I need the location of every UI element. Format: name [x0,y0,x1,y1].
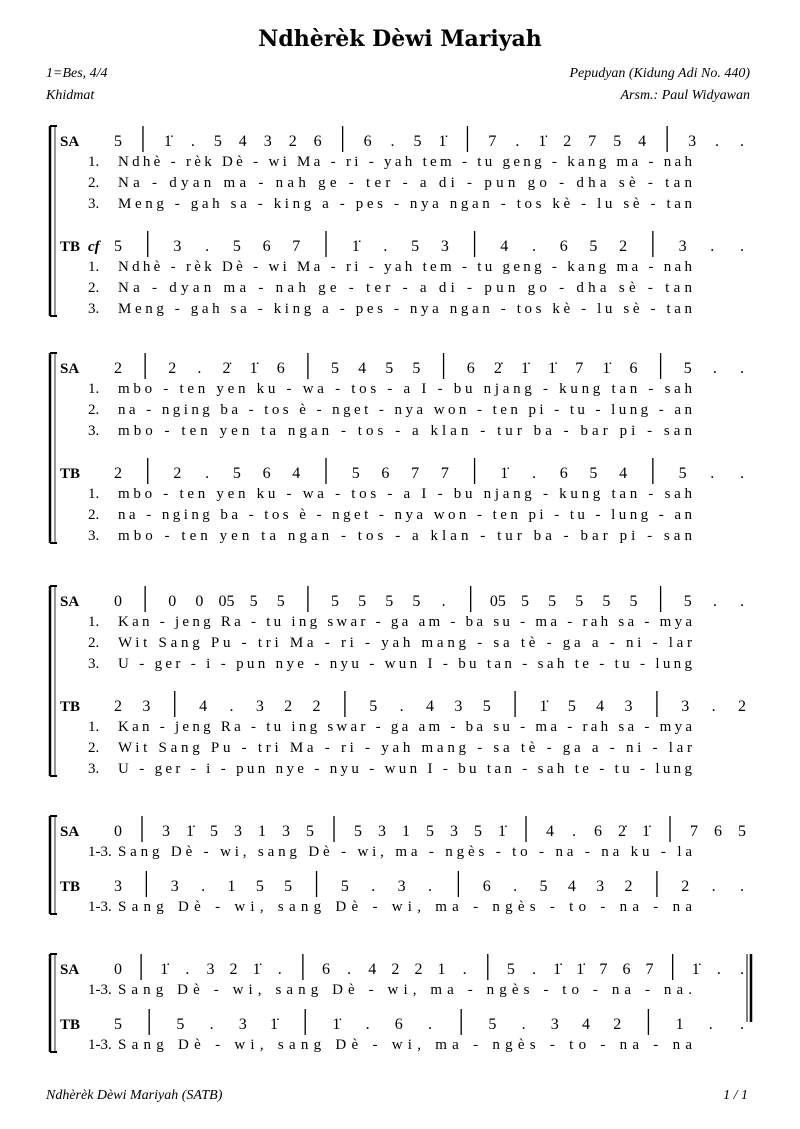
note: 1̇ [500,465,509,482]
note: 6 [594,823,602,840]
note: . [277,961,282,978]
note: 4 [238,133,247,150]
note: 4 [500,238,509,255]
arranger: Arsm.: Paul Widyawan [620,88,750,103]
note: 5 [602,593,611,610]
note: 2 [114,698,122,715]
note: . [532,238,536,255]
note: 5 [412,360,421,377]
verse-number: 1-3. [88,982,112,998]
note: . [740,238,744,255]
verse-number: 3. [88,423,100,439]
lyric-line: Na - dyan ma - nah ge - ter - a di - pun go - dha sè - tan [118,280,692,296]
tempo-marking: Khidmat [46,88,95,103]
note: 2 [168,360,177,377]
verse-number: 1. [88,614,100,630]
note: 1̇ [642,823,650,840]
note: . [740,593,744,610]
note: 6 [363,133,372,150]
verse-number: 2. [88,635,100,651]
note: 3 [550,1016,559,1033]
verse-number: 1. [88,259,100,275]
note: . [197,360,202,377]
note: . [365,1016,370,1033]
note: 1 [258,823,266,840]
note: 7 [411,465,420,482]
verse-number: 1-3. [88,844,112,860]
lyric-line: U - ger - i - pun nye - nyu - wun I - bu tan - sah te - tu - lung [118,656,692,672]
note: 6 [262,238,271,255]
note: 5 [520,593,529,610]
note: 5 [575,593,584,610]
note: 5 [114,238,122,255]
part-label: TB [60,1017,81,1033]
note: 5 [488,1016,497,1033]
note: 5 [385,360,394,377]
note: 4 [619,465,628,482]
lyric-line: Wit Sang Pu - tri Ma - ri - yah mang - sa tè - ga a - ni - lar [118,635,692,651]
note: 5 [276,593,285,610]
note: . [428,1016,432,1033]
lyric-line: Ndhè - rèk Dè - wi Ma - ri - yah tem - tu geng - kang ma - nah [118,154,692,170]
note: . [572,823,576,840]
lyric-line: mbo - ten yen ku - wa - tos - a I - bu njang - kung tan - sah [118,381,692,397]
note: 3 [142,698,151,715]
note: 3 [596,878,605,895]
lyric-line: Sang Dè - wi, sang Dè - wi, ma - ngès - to - na - na [118,899,692,915]
part-label: TB [60,699,81,715]
note: . [712,593,717,610]
note: 1 [675,1016,684,1033]
note: 1̇ [160,961,169,978]
note: 3 [624,698,633,715]
note: 3 [454,698,463,715]
note: 7 [575,360,584,377]
note: . [521,1016,526,1033]
note: 0 [195,593,204,610]
note: 2 [563,133,572,150]
note: 1̇ [252,961,261,978]
note: 1̇ [539,698,548,715]
verse-number: 1. [88,719,100,735]
note: 4 [546,823,554,840]
note: . [740,878,744,895]
note: . [532,465,536,482]
note: 7 [588,133,597,150]
note: 5 [306,823,314,840]
note: 1̇ [602,360,611,377]
note: 3 [378,823,386,840]
note: 5 [232,238,241,255]
note: 2 [173,465,182,482]
note: 6 [629,360,638,377]
verse-number: 2. [88,280,100,296]
note: 6 [313,133,322,150]
note: 0 [114,823,122,840]
note: . [716,961,721,978]
note: 3 [170,878,179,895]
note: . [185,961,190,978]
verse-number: 3. [88,528,100,544]
page-number: 1 / 1 [723,1088,748,1103]
verse-number: 2. [88,402,100,418]
lyric-line: Na - dyan ma - nah ge - ter - a di - pun go - dha sè - tan [118,175,692,191]
note: 3 [450,823,458,840]
note: 5 [539,878,548,895]
note: 1̇ [548,360,557,377]
note: 5 [358,593,367,610]
note: 3 [397,878,406,895]
cantus-firmus-mark: cf [88,239,100,255]
lyric-line: Wit Sang Pu - tri Ma - ri - yah mang - sa tè - ga a - ni - lar [118,740,692,756]
note: 2̇ [493,360,502,377]
verse-number: 3. [88,656,100,672]
lyric-line: na - nging ba - tos è - nget - nya won - ten pi - tu - lung - an [118,507,692,523]
note: 5 [589,465,598,482]
note: 1̇ [249,360,258,377]
note: 5 [506,961,515,978]
note: 5 [331,593,340,610]
key-signature: 1=Bes, 4/4 [46,66,108,81]
note: 6 [276,360,285,377]
note: . [711,698,716,715]
note: 5 [474,823,482,840]
note: . [715,133,720,150]
note: 2 [288,133,297,150]
note: 5 [385,593,394,610]
note: 7 [292,238,301,255]
note: 2 [229,961,238,978]
verse-number: 3. [88,196,100,212]
note: 5 [249,593,258,610]
note: 5 [678,465,687,482]
lyric-line: Sang Dè - wi, sang Dè - wi, ma - ngès - to - na - na. [118,982,693,998]
lyric-line: mbo - ten yen ku - wa - tos - a I - bu njang - kung tan - sah [118,486,692,502]
note: . [190,133,195,150]
note: 1 [437,961,446,978]
lyric-line: Ndhè - rèk Dè - wi Ma - ri - yah tem - tu geng - kang ma - nah [118,259,692,275]
note: 1̇ [438,133,447,150]
note: 6 [622,961,631,978]
note: 5 [426,823,434,840]
note: 1̇ [270,1016,278,1033]
note: 2̇ [222,360,231,377]
note: 5 [567,698,576,715]
note: 5 [284,878,293,895]
verse-number: 2. [88,507,100,523]
note: 5 [232,465,241,482]
note: 6 [559,465,568,482]
note: 5 [548,593,557,610]
note: 5 [738,823,746,840]
note: 2 [414,961,423,978]
note: . [383,238,388,255]
lyric-line: Sang Dè - wi, sang Dè - wi, ma - ngès - to - na - na ku - la [118,844,693,860]
note: . [532,961,536,978]
note: 5 [413,133,422,150]
note: 05 [489,593,506,610]
lyric-line: mbo - ten yen ta ngan - tos - a klan - tur ba - bar pi - san [118,528,692,544]
note: 1̇ [351,238,360,255]
verse-number: 1. [88,381,100,397]
note: 6 [482,878,491,895]
note: 4 [199,698,208,715]
note: 2 [391,961,400,978]
note: 5 [331,360,340,377]
verse-number: 1-3. [88,899,112,915]
lyric-line: Kan - jeng Ra - tu ing swar - ga am - ba su - ma - rah sa - mya [118,719,693,735]
note: 7 [488,133,497,150]
verse-number: 1. [88,154,100,170]
note: . [710,238,715,255]
note: 1̇ [553,961,562,978]
note: 5 [482,698,491,715]
note: 1̇ [538,133,547,150]
note: . [712,360,717,377]
note: 2 [114,465,122,482]
part-label: SA [60,824,80,840]
note: 3 [234,823,242,840]
note: 3 [173,238,182,255]
note: . [513,878,518,895]
lyric-line: Kan - jeng Ra - tu ing swar - ga am - ba su - ma - rah sa - mya [118,614,693,630]
note: 2 [114,360,122,377]
note: . [740,465,744,482]
note: 0 [114,961,122,978]
part-label: SA [60,361,80,377]
song-title: Ndhèrèk Dèwi Mariyah [258,26,542,52]
verse-number: 3. [88,301,100,317]
note: 7 [645,961,654,978]
note: 3 [114,878,122,895]
note: . [708,1016,713,1033]
note: 5 [114,133,122,150]
lyric-line: Meng - gah sa - king a - pes - nya ngan - tos kè - lu sè - tan [118,196,693,212]
note: 6 [322,961,330,978]
note: . [740,1016,744,1033]
note: . [209,1016,214,1033]
note: 3 [255,698,264,715]
note: 3 [206,961,215,978]
note: 5 [340,878,349,895]
note: 1̇ [498,823,506,840]
note: 6 [381,465,390,482]
note: 6 [262,465,271,482]
note: 2 [619,238,628,255]
part-label: TB [60,239,81,255]
note: 4 [567,878,576,895]
note: 3 [681,698,690,715]
note: 6 [714,823,722,840]
note: 3 [282,823,290,840]
footer-title: Ndhèrèk Dèwi Mariyah (SATB) [46,1088,223,1103]
note: 3 [263,133,272,150]
note: 4 [426,698,434,715]
lyric-line: Meng - gah sa - king a - pes - nya ngan - tos kè - lu sè - tan [118,301,693,317]
note: . [711,878,716,895]
note: 5 [683,593,692,610]
note: . [515,133,520,150]
note: . [740,961,744,978]
note: 5 [613,133,622,150]
note: 3 [678,238,687,255]
note: 1 [402,823,410,840]
note: 5 [176,1016,185,1033]
note: 1̇ [163,133,172,150]
note: . [371,878,376,895]
note: 3 [162,823,170,840]
lyric-line: Sang Dè - wi, sang Dè - wi, ma - ngès - to - na - na [118,1037,692,1053]
note: . [740,133,744,150]
note: 5 [114,1016,122,1033]
part-label: SA [60,594,80,610]
verse-number: 2. [88,740,100,756]
note: 1̇ [576,961,585,978]
note: . [399,698,404,715]
note: 5 [351,465,360,482]
note: 1̇ [520,360,529,377]
note: . [441,593,446,610]
note: . [462,961,467,978]
part-label: TB [60,879,81,895]
verse-number: 1. [88,486,100,502]
verse-number: 2. [88,175,100,191]
note: 2 [738,698,746,715]
part-label: SA [60,962,80,978]
note: 5 [411,238,420,255]
note: 7 [440,465,449,482]
note: 0 [168,593,177,610]
note: 4 [368,961,377,978]
note: . [428,878,432,895]
note: 2 [681,878,690,895]
note: 6 [559,238,568,255]
note: 5 [354,823,362,840]
note: 3 [238,1016,247,1033]
note: . [347,961,352,978]
note: 0 [114,593,122,610]
lyric-line: U - ger - i - pun nye - nyu - wun I - bu tan - sah te - tu - lung [118,761,692,777]
note: . [390,133,395,150]
note: . [740,360,744,377]
note: 5 [683,360,692,377]
note: 5 [369,698,378,715]
note: 4 [582,1016,590,1033]
note: 1 [227,878,236,895]
note: . [205,238,210,255]
note: 4 [638,133,647,150]
lyric-line: na - nging ba - tos è - nget - nya won - ten pi - tu - lung - an [118,402,692,418]
note: 5 [589,238,598,255]
note: 2 [284,698,293,715]
verse-number: 3. [88,761,100,777]
note: 1̇ [691,961,700,978]
note: 4 [358,360,367,377]
note: . [229,698,234,715]
note: 1̇ [186,823,194,840]
note: 05 [218,593,235,610]
note: 1̇ [332,1016,341,1033]
part-label: SA [60,134,80,150]
note: 5 [255,878,264,895]
note: 4 [596,698,605,715]
note: 7 [690,823,698,840]
note: 3 [688,133,697,150]
note: 3 [440,238,449,255]
note: 6 [466,360,475,377]
part-label: TB [60,466,81,482]
note: . [201,878,206,895]
note: 7 [599,961,608,978]
note: 5 [412,593,421,610]
note: 6 [394,1016,403,1033]
note: . [710,465,715,482]
note: 5 [629,593,638,610]
note: 5 [213,133,222,150]
note: 4 [292,465,301,482]
verse-number: 1-3. [88,1037,112,1053]
note: . [205,465,210,482]
note: 2 [624,878,633,895]
lyric-line: mbo - ten yen ta ngan - tos - a klan - tur ba - bar pi - san [118,423,692,439]
song-source: Pepudyan (Kidung Adi No. 440) [569,66,750,81]
note: 2̇ [618,823,626,840]
note: 5 [210,823,218,840]
note: 2 [613,1016,622,1033]
note: 2 [312,698,321,715]
